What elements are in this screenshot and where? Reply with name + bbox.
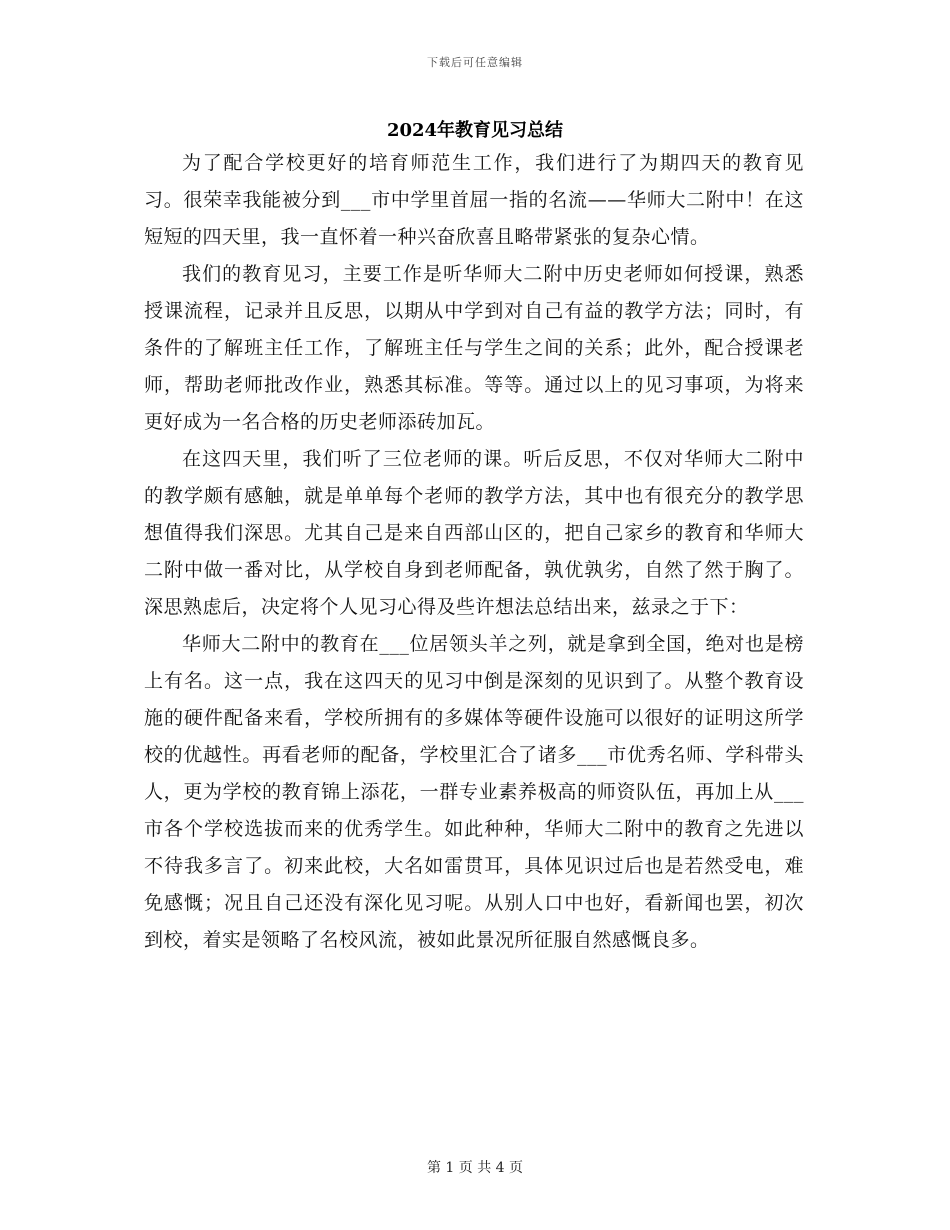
paragraph-3: 在这四天里，我们听了三位老师的课。听后反思，不仅对华师大二附中的教学颇有感触，就是单单每个老师的教学方法，其中也有很充分的教学思想值得我们深思。尤其自己是来自西部山区的，把自己家乡的教育和华师大二附中做一番对比，从学校自身到老师配备，孰优孰劣，自然了然于胸了。深思熟虑后，决定将个人见习心得及些许想法总结出来，兹录之于下： <box>144 448 804 618</box>
header-note: 下载后可任意编辑 <box>427 56 523 69</box>
document-title: 2024年教育见习总结 <box>386 120 564 141</box>
paragraph-1: 为了配合学校更好的培育师范生工作，我们进行了为期四天的教育见习。很荣幸我能被分到___市中学里首屈一指的名流——华师大二附中！在这短短的四天里，我一直怀着一种兴奋欣喜且略带紧张的复杂心情。 <box>144 152 804 248</box>
page-number: 第 1 页 共 4 页 <box>426 1160 524 1176</box>
paragraph-2: 我们的教育见习，主要工作是听华师大二附中历史老师如何授课，熟悉授课流程，记录并且反思，以期从中学到对自己有益的教学方法；同时，有条件的了解班主任工作，了解班主任与学生之间的关系；此外，配合授课老师，帮助老师批改作业，熟悉其标准。等等。通过以上的见习事项，为将来更好成为一名合格的历史老师添砖加瓦。 <box>144 263 804 433</box>
paragraph-4: 华师大二附中的教育在___位居领头羊之列，就是拿到全国，绝对也是榜上有名。这一点，我在这四天的见习中倒是深刻的见识到了。从整个教育设施的硬件配备来看，学校所拥有的多媒体等硬件设施可以很好的证明这所学校的优越性。再看老师的配备，学校里汇合了诸多___市优秀名师、学科带头人，更为学校的教育锦上添花，一群专业素养极高的师资队伍，再加上从___市各个学校选拔而来的优秀学生。如此种种，华师大二附中的教育之先进以不待我多言了。初来此校，大名如雷贯耳，具体见识过后也是若然受电，难免感慨；况且自己还没有深化见习呢。从别人口中也好，看新闻也罢，初次到校，着实是领略了名校风流，被如此景况所征服自然感慨良多。 <box>144 633 804 951</box>
document-body <box>144 145 804 959</box>
